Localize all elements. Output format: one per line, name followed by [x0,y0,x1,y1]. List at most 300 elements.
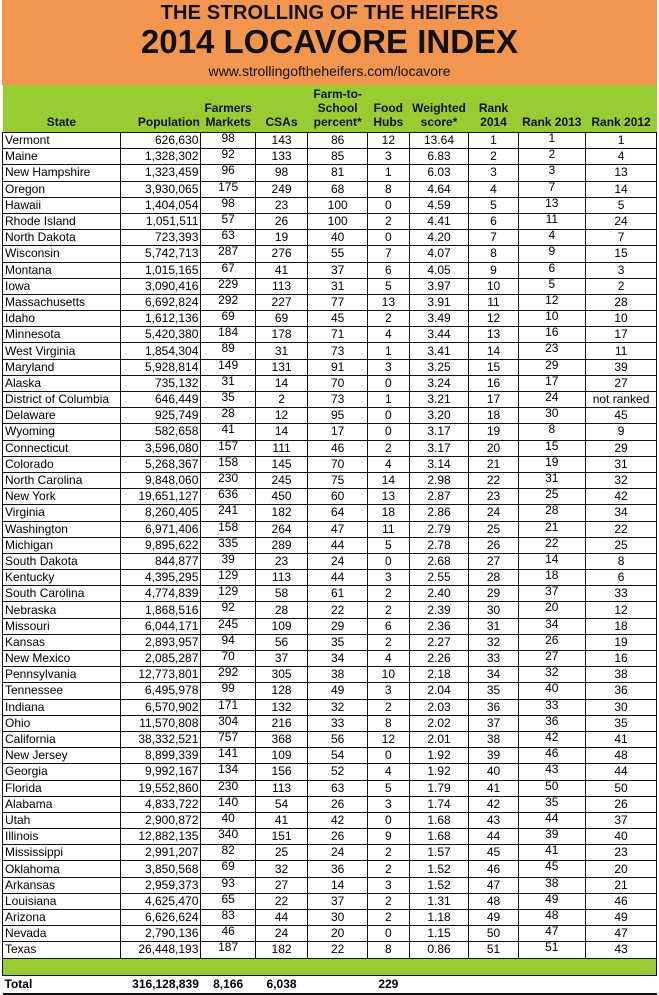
cell-farm-to-school: 86 [308,133,368,149]
table-row [3,893,657,909]
cell-csas: 132 [255,699,307,715]
cell-rank-2014: 11 [469,294,518,310]
cell-farm-to-school: 81 [308,165,368,181]
cell-farmers-markets: 245 [201,618,256,634]
cell-farmers-markets: 57 [201,213,256,229]
cell-population: 6,044,171 [120,618,201,634]
cell-state: Montana [3,262,121,278]
cell-food-hubs: 12 [368,133,409,149]
cell-weighted-score: 4.59 [409,197,469,213]
column-header-row [3,85,657,133]
cell-rank-2014: 31 [469,618,518,634]
cell-rank-2012: 24 [586,213,657,229]
table-row [3,634,657,650]
cell-rank-2013: 35 [518,796,586,812]
cell-rank-2014: 50 [469,926,518,942]
cell-weighted-score: 3.49 [409,311,469,327]
cell-population: 735,132 [120,375,201,391]
cell-rank-2014: 7 [469,230,518,246]
cell-farm-to-school: 77 [308,294,368,310]
cell-farmers-markets: 171 [201,699,256,715]
cell-csas: 128 [255,683,307,699]
cell-farm-to-school: 73 [308,392,368,408]
cell-weighted-score: 2.03 [409,699,469,715]
cell-csas: 368 [255,731,307,747]
cell-rank-2012: 6 [586,570,657,586]
cell-farm-to-school: 54 [308,748,368,764]
table-row [3,456,657,472]
cell-rank-2014: 43 [469,812,518,828]
cell-farmers-markets: 92 [201,149,256,165]
cell-farmers-markets: 340 [201,829,256,845]
cell-rank-2012: 15 [586,246,657,262]
cell-population: 8,899,339 [120,748,201,764]
cell-rank-2014: 26 [469,537,518,553]
cell-rank-2012: not ranked [586,392,657,408]
cell-weighted-score: 3.24 [409,375,469,391]
cell-farmers-markets: 93 [201,877,256,893]
cell-population: 1,404,054 [120,197,201,213]
cell-state: Kansas [3,634,121,650]
cell-food-hubs: 1 [368,165,409,181]
table-row [3,311,657,327]
cell-weighted-score: 1.79 [409,780,469,796]
cell-csas: 245 [255,472,307,488]
cell-food-hubs: 3 [368,570,409,586]
cell-state: Illinois [3,829,121,845]
cell-weighted-score: 1.52 [409,877,469,893]
cell-state: California [3,731,121,747]
total-blank [586,975,657,994]
cell-rank-2013: 41 [518,845,586,861]
cell-state: Washington [3,521,121,537]
cell-rank-2012: 38 [586,667,657,683]
cell-state: South Carolina [3,586,121,602]
cell-rank-2014: 37 [469,715,518,731]
cell-rank-2014: 4 [469,181,518,197]
cell-rank-2014: 9 [469,262,518,278]
cell-food-hubs: 2 [368,311,409,327]
cell-state: Nebraska [3,602,121,618]
cell-csas: 25 [255,845,307,861]
table-row [3,505,657,521]
cell-state: Kentucky [3,570,121,586]
cell-population: 3,930,065 [120,181,201,197]
locavore-index-page [2,0,657,995]
cell-farm-to-school: 46 [308,440,368,456]
cell-population: 9,848,060 [120,472,201,488]
header-rank-2012: Rank 2012 [586,85,657,133]
cell-weighted-score: 2.78 [409,537,469,553]
cell-rank-2014: 23 [469,489,518,505]
cell-state: South Dakota [3,553,121,569]
cell-rank-2012: 48 [586,748,657,764]
cell-weighted-score: 1.68 [409,812,469,828]
cell-rank-2013: 25 [518,489,586,505]
cell-rank-2012: 27 [586,375,657,391]
cell-food-hubs: 4 [368,327,409,343]
cell-csas: 27 [255,877,307,893]
cell-food-hubs: 14 [368,472,409,488]
cell-farm-to-school: 56 [308,731,368,747]
cell-rank-2014: 36 [469,699,518,715]
table-row [3,877,657,893]
cell-csas: 2 [255,392,307,408]
cell-state: North Dakota [3,230,121,246]
cell-rank-2014: 39 [469,748,518,764]
cell-rank-2012: 21 [586,877,657,893]
cell-weighted-score: 6.03 [409,165,469,181]
table-row [3,537,657,553]
cell-rank-2013: 38 [518,877,586,893]
table-row [3,845,657,861]
cell-rank-2012: 29 [586,440,657,456]
header-rank-2014: Rank 2014 [469,85,518,133]
cell-rank-2014: 20 [469,440,518,456]
cell-state: Massachusetts [3,294,121,310]
cell-rank-2014: 10 [469,278,518,294]
cell-population: 1,323,459 [120,165,201,181]
cell-population: 9,895,622 [120,537,201,553]
cell-rank-2012: 30 [586,699,657,715]
cell-farmers-markets: 184 [201,327,256,343]
cell-farm-to-school: 24 [308,553,368,569]
cell-farm-to-school: 61 [308,586,368,602]
cell-rank-2013: 27 [518,651,586,667]
cell-weighted-score: 1.92 [409,764,469,780]
cell-food-hubs: 2 [368,602,409,618]
cell-weighted-score: 1.92 [409,748,469,764]
cell-population: 26,448,193 [120,942,201,958]
cell-farm-to-school: 22 [308,942,368,958]
cell-farmers-markets: 46 [201,926,256,942]
cell-rank-2014: 16 [469,375,518,391]
cell-farmers-markets: 83 [201,910,256,926]
total-label: Total [3,975,121,994]
cell-weighted-score: 4.20 [409,230,469,246]
cell-population: 4,625,470 [120,893,201,909]
cell-farm-to-school: 37 [308,262,368,278]
cell-food-hubs: 0 [368,926,409,942]
cell-weighted-score: 2.68 [409,553,469,569]
cell-food-hubs: 6 [368,262,409,278]
table-body [3,133,657,959]
table-row [3,165,657,181]
cell-rank-2012: 49 [586,910,657,926]
cell-rank-2013: 13 [518,197,586,213]
cell-food-hubs: 0 [368,408,409,424]
cell-csas: 12 [255,408,307,424]
cell-rank-2012: 37 [586,812,657,828]
cell-weighted-score: 2.87 [409,489,469,505]
cell-farmers-markets: 39 [201,553,256,569]
cell-farmers-markets: 98 [201,197,256,213]
cell-rank-2014: 35 [469,683,518,699]
cell-rank-2012: 7 [586,230,657,246]
cell-state: Arkansas [3,877,121,893]
cell-population: 12,882,135 [120,829,201,845]
cell-csas: 113 [255,780,307,796]
cell-weighted-score: 3.91 [409,294,469,310]
cell-csas: 145 [255,456,307,472]
cell-farm-to-school: 34 [308,651,368,667]
cell-rank-2012: 46 [586,893,657,909]
cell-farmers-markets: 158 [201,456,256,472]
cell-rank-2014: 1 [469,133,518,149]
table-row [3,197,657,213]
cell-csas: 113 [255,570,307,586]
cell-csas: 58 [255,586,307,602]
cell-population: 6,495,978 [120,683,201,699]
header-food-hubs: Food Hubs [368,85,409,133]
cell-state: Louisiana [3,893,121,909]
cell-food-hubs: 13 [368,294,409,310]
cell-rank-2014: 12 [469,311,518,327]
cell-food-hubs: 6 [368,618,409,634]
cell-rank-2014: 22 [469,472,518,488]
cell-population: 723,393 [120,230,201,246]
cell-csas: 56 [255,634,307,650]
cell-csas: 31 [255,343,307,359]
cell-farm-to-school: 91 [308,359,368,375]
cell-state: Texas [3,942,121,958]
cell-rank-2014: 3 [469,165,518,181]
table-row [3,699,657,715]
table-row [3,262,657,278]
cell-food-hubs: 2 [368,634,409,650]
cell-population: 626,630 [120,133,201,149]
cell-rank-2014: 6 [469,213,518,229]
table-row [3,618,657,634]
cell-farmers-markets: 292 [201,667,256,683]
table-row [3,910,657,926]
cell-farm-to-school: 75 [308,472,368,488]
cell-farm-to-school: 40 [308,230,368,246]
cell-rank-2013: 22 [518,537,586,553]
cell-farm-to-school: 29 [308,618,368,634]
cell-weighted-score: 4.64 [409,181,469,197]
table-row [3,570,657,586]
cell-farmers-markets: 292 [201,294,256,310]
cell-rank-2013: 3 [518,165,586,181]
spacer-cell [3,958,657,975]
cell-farmers-markets: 134 [201,764,256,780]
cell-farm-to-school: 31 [308,278,368,294]
cell-population: 11,570,808 [120,715,201,731]
table-row [3,942,657,958]
cell-population: 9,992,167 [120,764,201,780]
cell-rank-2014: 38 [469,731,518,747]
cell-farm-to-school: 30 [308,910,368,926]
cell-csas: 37 [255,651,307,667]
cell-population: 646,449 [120,392,201,408]
cell-rank-2013: 34 [518,618,586,634]
cell-state: District of Columbia [3,392,121,408]
cell-rank-2012: 9 [586,424,657,440]
cell-food-hubs: 5 [368,537,409,553]
cell-rank-2014: 48 [469,893,518,909]
cell-weighted-score: 2.79 [409,521,469,537]
cell-farm-to-school: 64 [308,505,368,521]
cell-weighted-score: 4.41 [409,213,469,229]
cell-farm-to-school: 37 [308,893,368,909]
cell-food-hubs: 0 [368,197,409,213]
cell-state: Ohio [3,715,121,731]
cell-farmers-markets: 229 [201,278,256,294]
cell-csas: 289 [255,537,307,553]
cell-population: 8,260,405 [120,505,201,521]
cell-csas: 54 [255,796,307,812]
index-title: 2014 LOCAVORE INDEX [140,23,519,60]
table-row [3,149,657,165]
cell-rank-2013: 26 [518,634,586,650]
cell-csas: 182 [255,505,307,521]
cell-farm-to-school: 70 [308,456,368,472]
cell-rank-2012: 39 [586,359,657,375]
cell-rank-2013: 51 [518,942,586,958]
cell-farm-to-school: 95 [308,408,368,424]
cell-rank-2012: 3 [586,262,657,278]
cell-farm-to-school: 68 [308,181,368,197]
table-row [3,651,657,667]
cell-rank-2014: 33 [469,651,518,667]
header-farm-to-school: Farm-to-School percent* [308,85,368,133]
cell-state: Indiana [3,699,121,715]
cell-weighted-score: 6.83 [409,149,469,165]
table-row [3,392,657,408]
cell-farmers-markets: 636 [201,489,256,505]
cell-rank-2012: 13 [586,165,657,181]
cell-csas: 450 [255,489,307,505]
cell-food-hubs: 3 [368,877,409,893]
cell-farmers-markets: 94 [201,634,256,650]
cell-weighted-score: 2.39 [409,602,469,618]
cell-farmers-markets: 175 [201,181,256,197]
header-state: State [3,85,121,133]
cell-rank-2014: 24 [469,505,518,521]
table-row [3,748,657,764]
table-row [3,586,657,602]
cell-farm-to-school: 22 [308,602,368,618]
cell-rank-2014: 51 [469,942,518,958]
cell-rank-2013: 36 [518,715,586,731]
cell-rank-2014: 8 [469,246,518,262]
cell-farmers-markets: 35 [201,392,256,408]
cell-farmers-markets: 89 [201,343,256,359]
cell-rank-2014: 29 [469,586,518,602]
cell-food-hubs: 2 [368,861,409,877]
cell-rank-2014: 27 [469,553,518,569]
cell-rank-2012: 43 [586,942,657,958]
cell-weighted-score: 1.57 [409,845,469,861]
cell-state: Minnesota [3,327,121,343]
total-blank [518,975,586,994]
cell-rank-2013: 4 [518,230,586,246]
cell-state: Hawaii [3,197,121,213]
cell-rank-2014: 44 [469,829,518,845]
table-row [3,521,657,537]
cell-rank-2012: 23 [586,845,657,861]
cell-state: Michigan [3,537,121,553]
cell-population: 2,900,872 [120,812,201,828]
cell-rank-2012: 40 [586,829,657,845]
cell-farmers-markets: 41 [201,424,256,440]
cell-state: Tennessee [3,683,121,699]
cell-farm-to-school: 35 [308,634,368,650]
cell-rank-2012: 16 [586,651,657,667]
cell-farm-to-school: 70 [308,375,368,391]
cell-population: 6,692,824 [120,294,201,310]
cell-weighted-score: 2.04 [409,683,469,699]
cell-state: Florida [3,780,121,796]
cell-population: 4,774,839 [120,586,201,602]
cell-population: 1,854,304 [120,343,201,359]
cell-farmers-markets: 96 [201,165,256,181]
cell-weighted-score: 13.64 [409,133,469,149]
table-row [3,812,657,828]
total-blank [469,975,518,994]
cell-rank-2012: 12 [586,602,657,618]
cell-farmers-markets: 140 [201,796,256,812]
cell-farmers-markets: 757 [201,731,256,747]
cell-population: 5,268,367 [120,456,201,472]
cell-farm-to-school: 55 [308,246,368,262]
cell-food-hubs: 0 [368,553,409,569]
cell-rank-2012: 10 [586,311,657,327]
cell-weighted-score: 4.07 [409,246,469,262]
table-row [3,796,657,812]
cell-population: 4,395,295 [120,570,201,586]
cell-population: 38,332,521 [120,731,201,747]
cell-population: 844,877 [120,553,201,569]
cell-weighted-score: 2.86 [409,505,469,521]
cell-rank-2012: 50 [586,780,657,796]
cell-rank-2013: 39 [518,829,586,845]
cell-population: 6,971,406 [120,521,201,537]
cell-rank-2014: 14 [469,343,518,359]
cell-rank-2012: 1 [586,133,657,149]
cell-population: 2,790,136 [120,926,201,942]
cell-rank-2012: 45 [586,408,657,424]
cell-csas: 216 [255,715,307,731]
cell-csas: 178 [255,327,307,343]
cell-state: Alabama [3,796,121,812]
cell-population: 4,833,722 [120,796,201,812]
cell-population: 6,570,902 [120,699,201,715]
cell-weighted-score: 3.21 [409,392,469,408]
cell-food-hubs: 8 [368,715,409,731]
cell-csas: 22 [255,893,307,909]
cell-weighted-score: 2.02 [409,715,469,731]
total-row [3,975,657,994]
cell-farmers-markets: 241 [201,505,256,521]
cell-rank-2012: 5 [586,197,657,213]
cell-weighted-score: 3.20 [409,408,469,424]
cell-csas: 24 [255,926,307,942]
cell-rank-2013: 8 [518,424,586,440]
cell-state: Colorado [3,456,121,472]
cell-population: 3,090,416 [120,278,201,294]
cell-rank-2014: 18 [469,408,518,424]
cell-food-hubs: 5 [368,278,409,294]
cell-population: 3,596,080 [120,440,201,456]
table-row [3,246,657,262]
cell-food-hubs: 3 [368,359,409,375]
cell-food-hubs: 0 [368,748,409,764]
cell-state: Nevada [3,926,121,942]
header-rank-2013: Rank 2013 [518,85,586,133]
cell-farmers-markets: 187 [201,942,256,958]
